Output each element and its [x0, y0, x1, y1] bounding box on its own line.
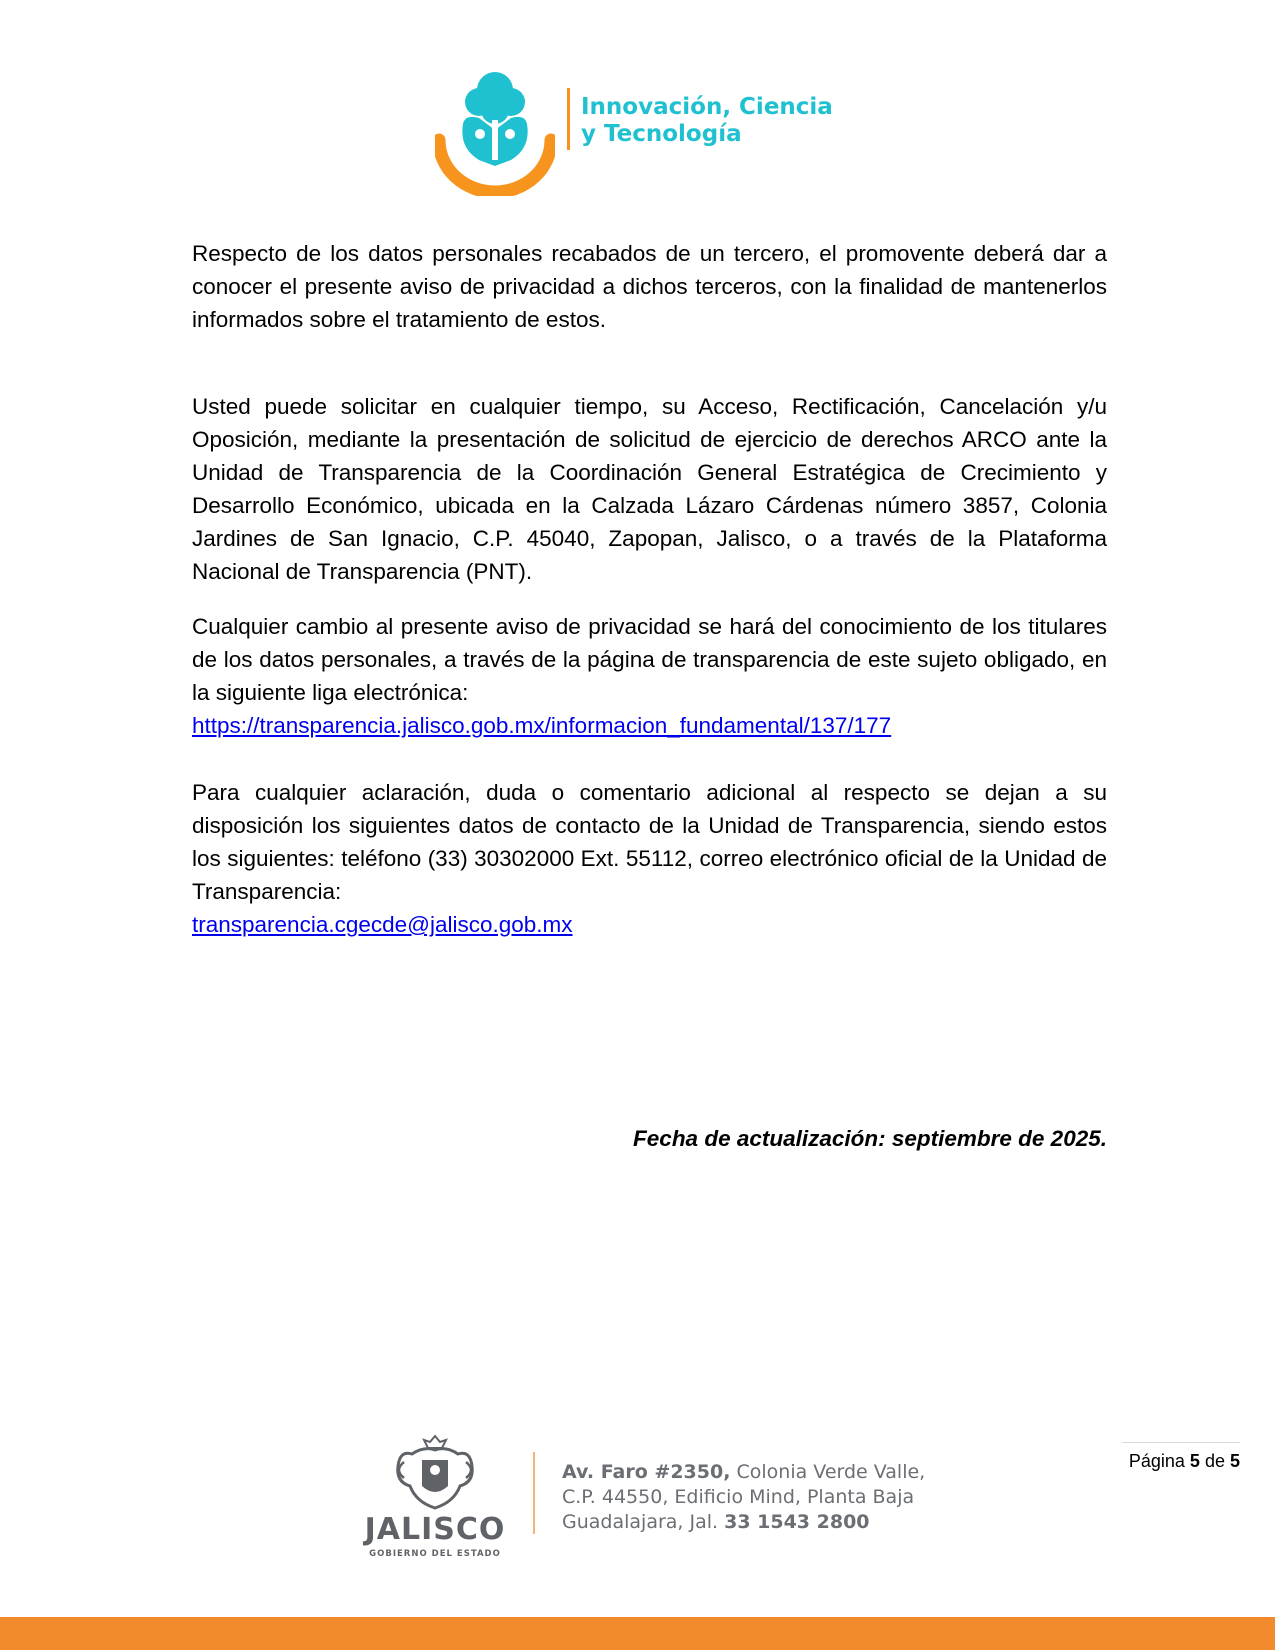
page-of: de: [1204, 1451, 1225, 1471]
coat-of-arms-icon: [360, 1432, 510, 1512]
address-line-1: [562, 1460, 925, 1485]
paragraph-arco-rights: Usted puede solicitar en cualquier tiempo, su Acceso, Rectificación, Cancelación y/u Oposición, mediante la presentación de solicitud de ejercicio de derechos ARCO ante la Unidad de Transparencia de la Coordinación General Estratégica de Crecimiento y Desarrollo Económico, ubicada en la Calzada Lázaro Cárdenas número 3857, Colonia Jardines de San Ignacio, C.P. 45040, Zapopan, Jalisco, o a través de la Plataforma Nacional de Transparencia (PNT).: [192, 394, 1107, 584]
contact-text: Para cualquier aclaración, duda o comentario adicional al respecto se dejan a su disposición los siguientes datos de contacto de la Unidad de Transparencia, siendo estos los siguientes: teléfono (33) 30302000 Ext. 55112, correo electrónico oficial de la Unidad de Transparencia:: [192, 780, 1107, 904]
page-label: Página: [1128, 1451, 1185, 1471]
footer-divider: [533, 1452, 535, 1534]
paragraph-privacy-changes: [192, 610, 1107, 742]
header-logo: [435, 68, 855, 196]
header-divider: [567, 88, 570, 150]
page-number: [1122, 1442, 1240, 1472]
brand-line-1: Innovación, Ciencia: [581, 94, 833, 120]
jalisco-logo: [360, 1432, 510, 1562]
email-link[interactable]: transparencia.cgecde@jalisco.gob.mx: [192, 912, 573, 937]
brand-name: [581, 94, 833, 148]
address-city: Guadalajara, Jal.: [562, 1511, 725, 1533]
paragraph-third-party-data: Respecto de los datos personales recabados de un tercero, el promovente deberá dar a conocer el presente aviso de privacidad a dichos terceros, con la finalidad de mantenerlos informados sobre el tratamiento de estos.: [192, 241, 1107, 332]
jalisco-wordmark: JALISCO: [364, 1512, 506, 1547]
address-street: Av. Faro #2350,: [562, 1461, 731, 1483]
page-total: 5: [1229, 1451, 1240, 1471]
address-colony: Colonia Verde Valle,: [730, 1461, 926, 1483]
address-phone: 33 1543 2800: [724, 1511, 870, 1533]
privacy-changes-text: Cualquier cambio al presente aviso de privacidad se hará del conocimiento de los titulares de los datos personales, a través de la página de transparencia de este sujeto obligado, en la siguiente liga electrónica:: [192, 614, 1107, 705]
footer-color-bar: [0, 1617, 1275, 1650]
brand-line-2: y Tecnología: [581, 121, 742, 147]
gobierno-wordmark: GOBIERNO DEL ESTADO: [369, 1549, 501, 1559]
tree-logo-icon: [435, 68, 555, 196]
paragraph-contact: [192, 776, 1107, 941]
page-current: 5: [1189, 1451, 1200, 1471]
update-date: Fecha de actualización: septiembre de 2025.: [633, 1126, 1107, 1151]
address-line-3: [562, 1510, 925, 1535]
transparency-link[interactable]: https://transparencia.jalisco.gob.mx/informacion_fundamental/137/177: [192, 713, 892, 738]
address-line-2: C.P. 44550, Edificio Mind, Planta Baja: [562, 1486, 915, 1508]
footer-address: [562, 1460, 925, 1535]
